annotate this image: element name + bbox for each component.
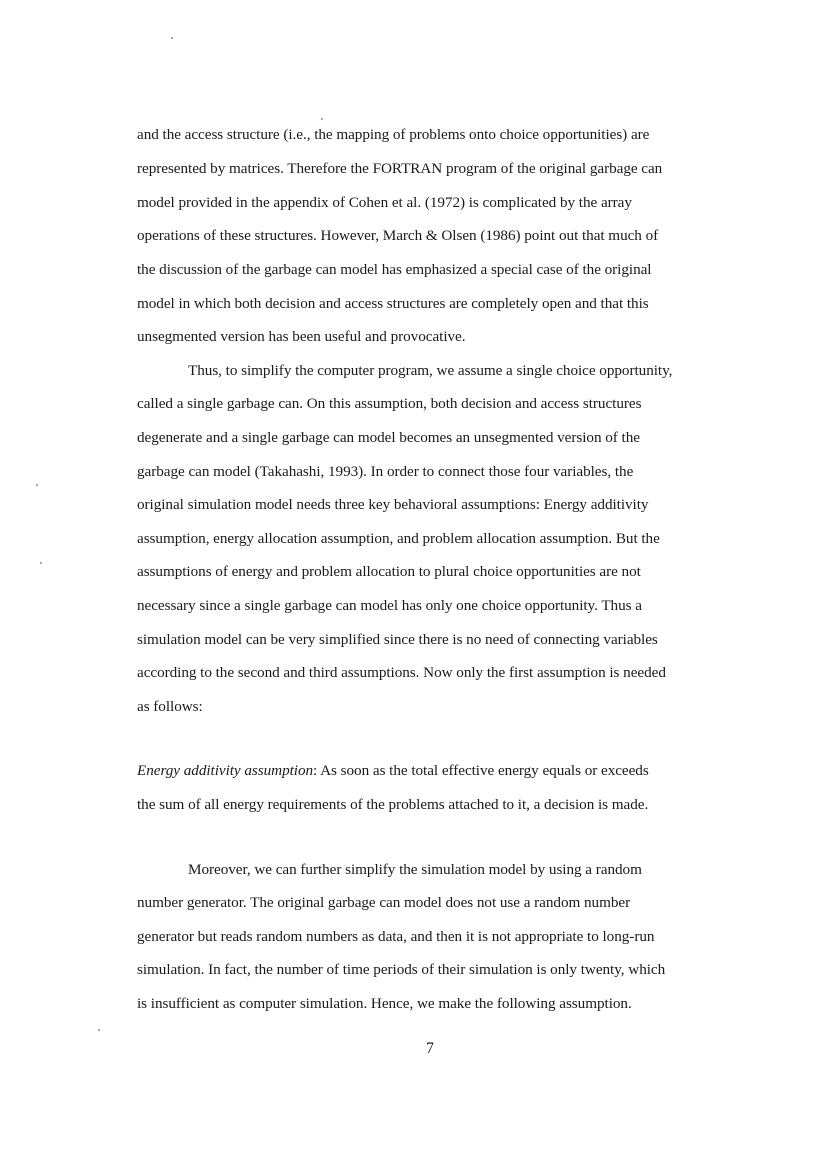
scan-speck [40, 562, 42, 564]
text-line: garbage can model (Takahashi, 1993). In order to connect those four variables, the [137, 463, 634, 480]
text-line: assumptions of energy and problem allocation to plural choice opportunities are not [137, 563, 641, 580]
scan-speck [36, 484, 38, 486]
scan-speck [171, 37, 173, 39]
text-line: the discussion of the garbage can model has emphasized a special case of the original [137, 261, 652, 278]
scan-speck [321, 118, 323, 120]
text-line: simulation model can be very simplified since there is no need of connecting variables [137, 631, 658, 648]
text-line: operations of these structures. However, March & Olsen (1986) point out that much of [137, 227, 659, 244]
text-line [137, 762, 649, 780]
text-line: degenerate and a single garbage can model becomes an unsegmented version of the [137, 429, 640, 446]
text-line: Moreover, we can further simplify the simulation model by using a random [188, 861, 642, 878]
text-line: necessary since a single garbage can model has only one choice opportunity. Thus a [137, 597, 642, 614]
text-line: simulation. In fact, the number of time periods of their simulation is only twenty, which [137, 961, 666, 978]
text-line: is insufficient as computer simulation. Hence, we make the following assumption. [137, 995, 632, 1012]
text-line: according to the second and third assumptions. Now only the first assumption is needed [137, 664, 666, 681]
text-line: represented by matrices. Therefore the FORTRAN program of the original garbage can [137, 160, 663, 177]
text-line: the sum of all energy requirements of the problems attached to it, a decision is made. [137, 796, 649, 813]
text-line: generator but reads random numbers as data, and then it is not appropriate to long-run [137, 928, 655, 945]
text-line: number generator. The original garbage can model does not use a random number [137, 894, 631, 911]
text-line: and the access structure (i.e., the mapping of problems onto choice opportunities) are [137, 126, 650, 143]
text-line: original simulation model needs three key behavioral assumptions: Energy additivity [137, 496, 649, 513]
text-line: unsegmented version has been useful and provocative. [137, 328, 466, 345]
text-line: model in which both decision and access structures are completely open and that this [137, 295, 649, 312]
text-line: called a single garbage can. On this assumption, both decision and access structures [137, 395, 642, 412]
text-line: assumption, energy allocation assumption, and problem allocation assumption. But the [137, 530, 660, 547]
assumption-text: : As soon as the total effective energy equals or exceeds [313, 762, 649, 779]
assumption-label: Energy additivity assumption [137, 762, 314, 779]
text-line: model provided in the appendix of Cohen et al. (1972) is complicated by the array [137, 194, 632, 211]
page-number: 7 [426, 1040, 434, 1057]
scan-speck [98, 1029, 100, 1031]
text-line: as follows: [137, 698, 203, 715]
text-line: Thus, to simplify the computer program, we assume a single choice opportunity, [188, 362, 673, 379]
